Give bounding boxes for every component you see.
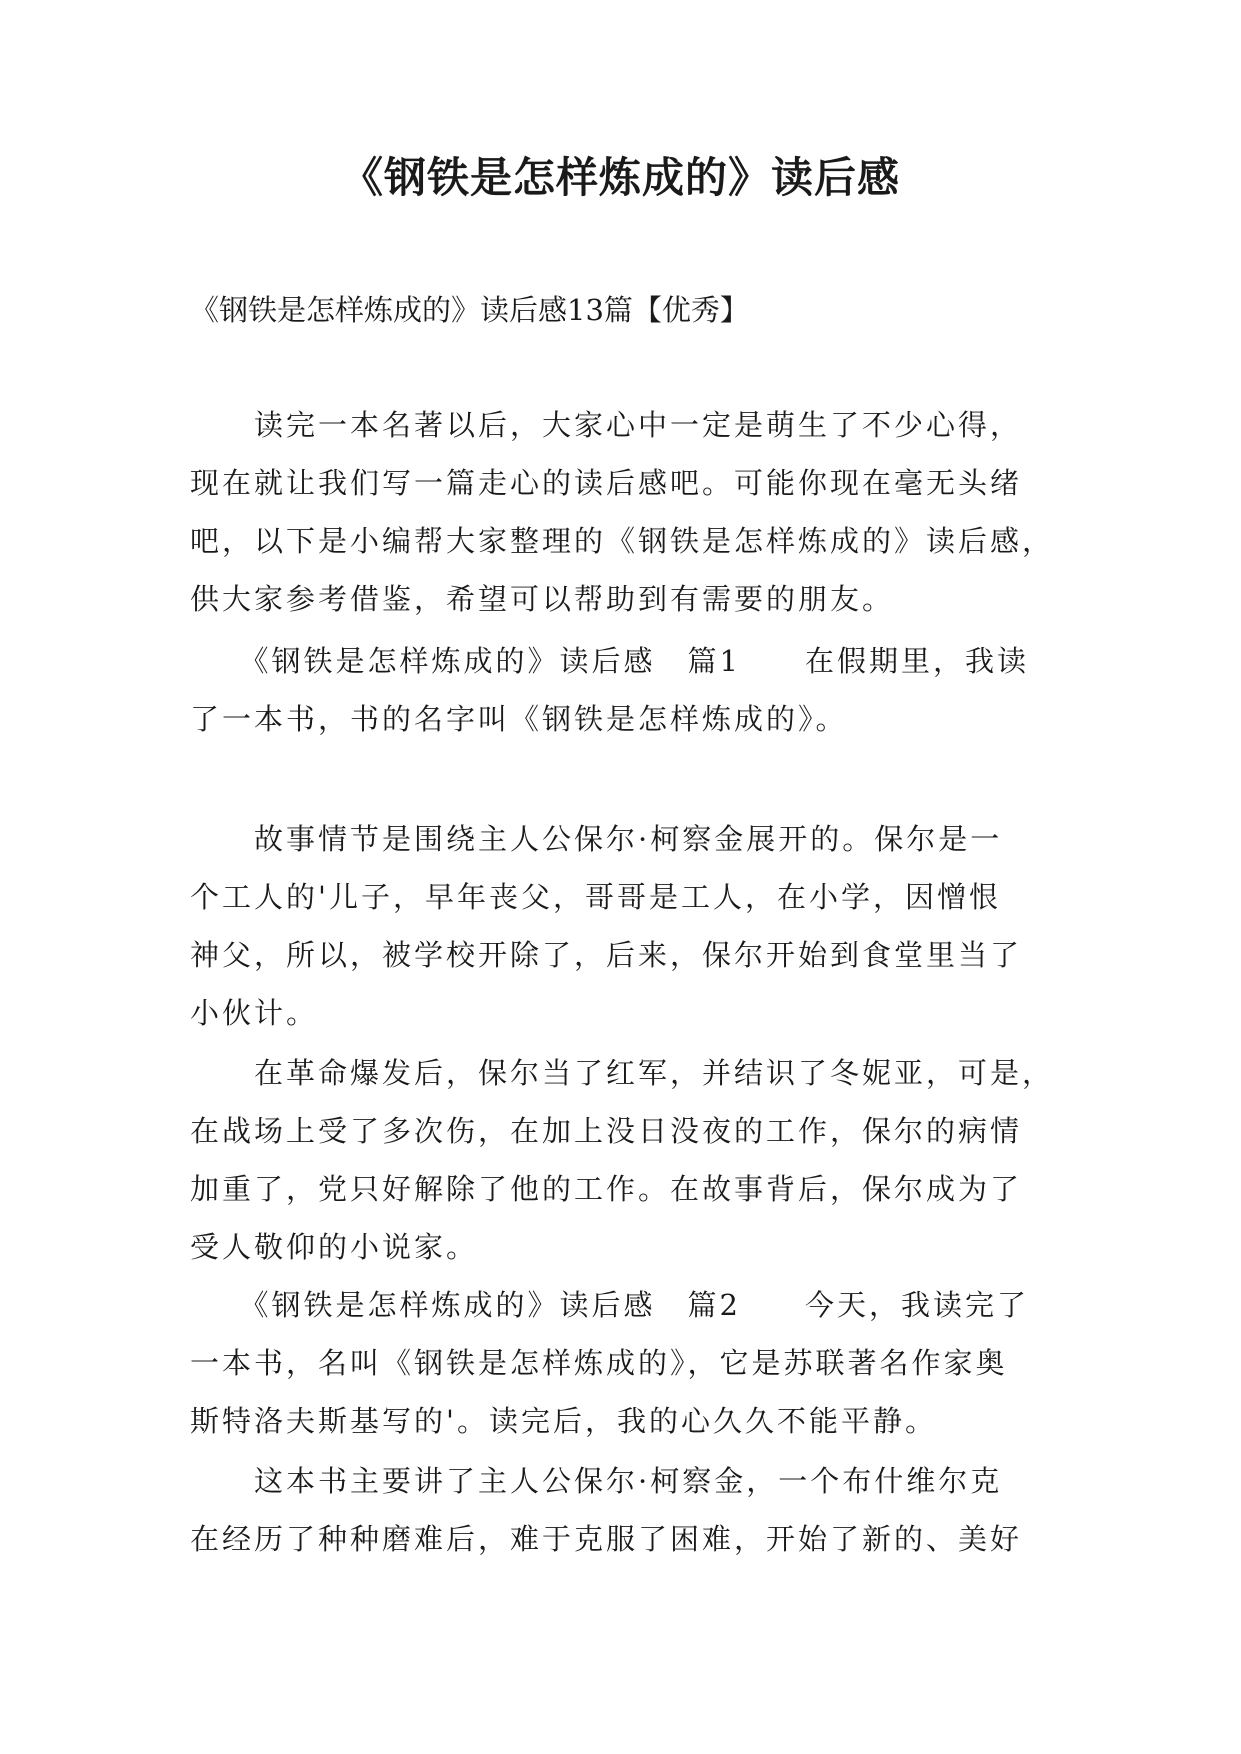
paragraph-line: 故事情节是围绕主人公保尔·柯察金展开的。保尔是一: [190, 822, 1003, 856]
paragraph-line: 这本书主要讲了主人公保尔·柯察金，一个布什维尔克: [190, 1464, 1003, 1498]
paragraph-line: 斯特洛夫斯基写的'。读完后，我的心久久不能平静。: [190, 1404, 937, 1438]
paragraph-story: [190, 810, 1022, 1042]
paragraph-line: 了一本书，书的名字叫《钢铁是怎样炼成的》。: [190, 702, 848, 736]
paragraph-line: 小伙计。: [190, 996, 319, 1030]
paragraph-line: 受人敬仰的小说家。: [190, 1230, 479, 1264]
paragraph-line: 现在就让我们写一篇走心的读后感吧。可能你现在毫无头绪: [190, 466, 1023, 500]
paragraph-summary: [190, 1452, 1022, 1568]
paragraph-essay-1-heading: [190, 632, 1029, 748]
paragraph-line: 加重了，党只好解除了他的工作。在故事背后，保尔成为了: [190, 1172, 1023, 1206]
paragraph-line: 神父，所以，被学校开除了，后来，保尔开始到食堂里当了: [190, 938, 1023, 972]
paragraph-line: 读完一本名著以后，大家心中一定是萌生了不少心得，: [190, 408, 1023, 442]
paragraph-line: 在战场上受了多次伤，在加上没日没夜的工作，保尔的病情: [190, 1114, 1023, 1148]
paragraph-line: 供大家参考借鉴，希望可以帮助到有需要的朋友。: [190, 582, 895, 616]
paragraph-line: 《钢铁是怎样炼成的》读后感 篇1 在假期里，我读: [190, 644, 1029, 678]
paragraph-line: 在经历了种种磨难后，难于克服了困难，开始了新的、美好: [190, 1522, 1023, 1556]
paragraph-essay-2-heading: [190, 1276, 1029, 1450]
paragraph-revolution: [190, 1044, 1054, 1276]
paragraph-line: 吧，以下是小编帮大家整理的《钢铁是怎样炼成的》读后感，: [190, 524, 1055, 558]
document-subtitle: 《钢铁是怎样炼成的》读后感13篇【优秀】: [190, 293, 749, 327]
paragraph-line: 《钢铁是怎样炼成的》读后感 篇2 今天，我读完了: [190, 1288, 1029, 1322]
paragraph-line: 个工人的'儿子，早年丧父，哥哥是工人，在小学，因憎恨: [190, 880, 1001, 914]
paragraph-intro: [190, 396, 1054, 628]
paragraph-line: 在革命爆发后，保尔当了红军，并结识了冬妮亚，可是，: [190, 1056, 1055, 1090]
document-title: 《钢铁是怎样炼成的》读后感: [340, 153, 900, 202]
paragraph-line: 一本书，名叫《钢铁是怎样炼成的》，它是苏联著名作家奥: [190, 1346, 1008, 1380]
